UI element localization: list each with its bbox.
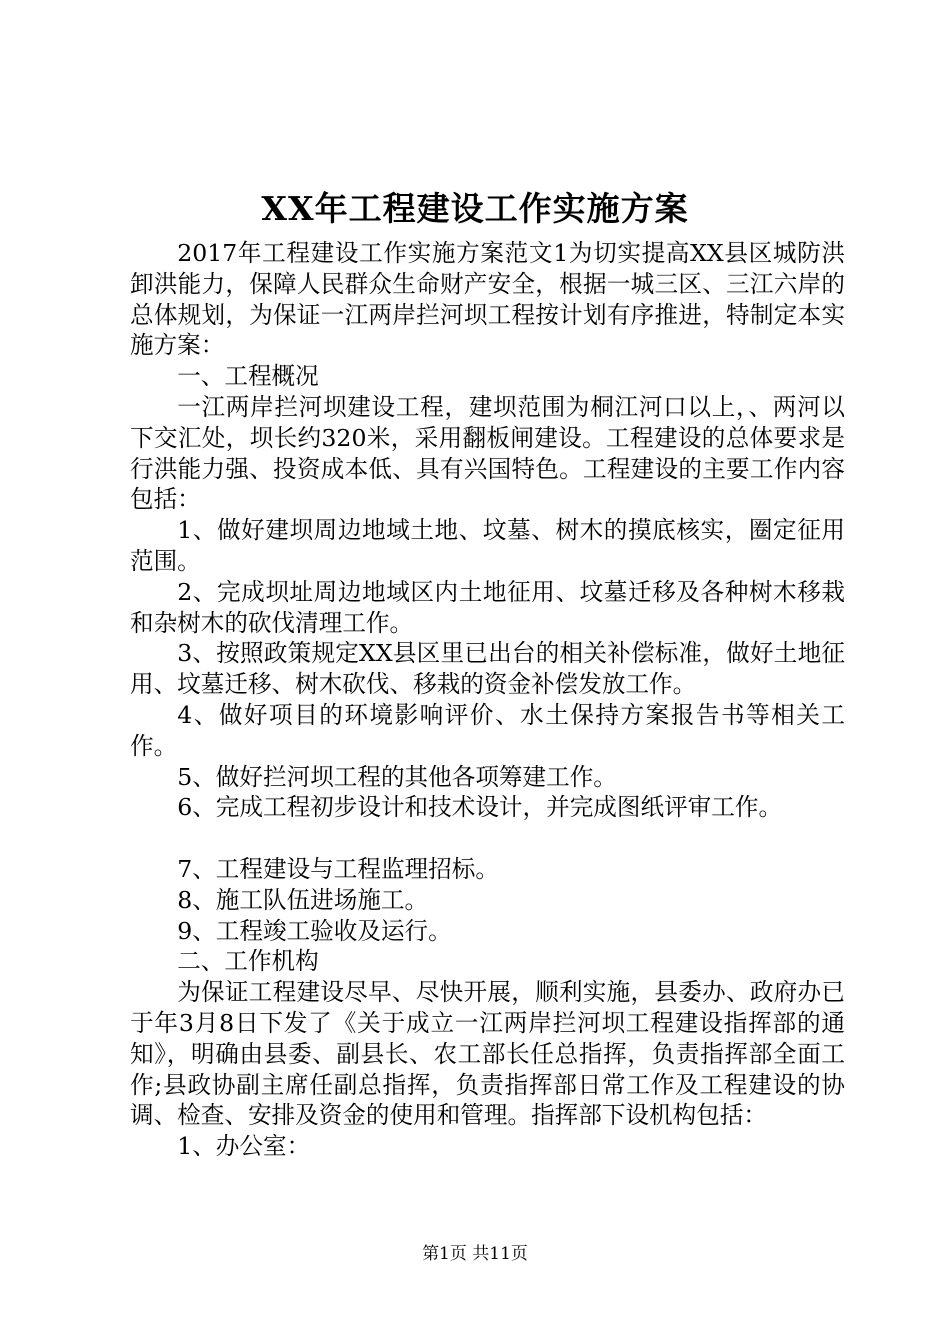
section-heading-organization: 二、工作机构: [177, 947, 319, 976]
list-item-8: 8、施工队伍进场施工。: [177, 885, 429, 914]
paragraph-overview: 一江两岸拦河坝建设工程，建坝范围为桐江河口以上，、两河以下交汇处，坝长约320米，采用翻板闸建设。工程建设的总体要求是行洪能力强、投资成本低、具有兴国特色。工程建设的主要工作内容包括：: [130, 392, 845, 514]
list-item-2: 2、完成坝址周边地域区内土地征用、坟墓迁移及各种树木移栽和杂树木的砍伐清理工作。: [130, 577, 845, 637]
list-item-7: 7、工程建设与工程监理招标。: [177, 854, 499, 883]
document-body: [130, 238, 845, 1162]
section-heading-overview: 一、工程概况: [177, 362, 319, 391]
list-item-3: 3、按照政策规定XX县区里已出台的相关补偿标准，做好土地征用、坟墓迁移、树木砍伐、移栽的资金补偿发放工作。: [130, 639, 845, 699]
list-item-5: 5、做好拦河坝工程的其他各项筹建工作。: [177, 762, 617, 791]
paragraph-organization: 为保证工程建设尽早、尽快开展，顺利实施，县委办、政府办已于年3月8日下发了《关于成立一江两岸拦河坝工程建设指挥部的通知》，明确由县委、副县长、农工部长任总指挥，负责指挥部全面工作;县政协副主席任副总指挥，负责指挥部日常工作及工程建设的协调、检查、安排及资金的使用和管理。指挥部下设机构包括：: [130, 978, 845, 1130]
list-item-6: 6、完成工程初步设计和技术设计，并完成图纸评审工作。: [177, 793, 783, 822]
list-item-office: 1、办公室：: [177, 1132, 311, 1161]
list-item-1: 1、做好建坝周边地域土地、坟墓、树木的摸底核实，圈定征用范围。: [130, 516, 845, 575]
document-title: XX年工程建设工作实施方案: [261, 189, 689, 228]
list-item-4: 4、做好项目的环境影响评价、水土保持方案报告书等相关工作。: [130, 700, 845, 760]
paragraph-intro: 2017年工程建设工作实施方案范文1为切实提高XX县区城防洪卸洪能力，保障人民群众生命财产安全，根据一城三区、三江六岸的总体规划，为保证一江两岸拦河坝工程按计划有序推进，特制定本实施方案：: [130, 239, 845, 360]
list-item-9: 9、工程竣工验收及运行。: [177, 916, 452, 945]
page-footer: 第1页 共11页: [422, 1244, 528, 1264]
